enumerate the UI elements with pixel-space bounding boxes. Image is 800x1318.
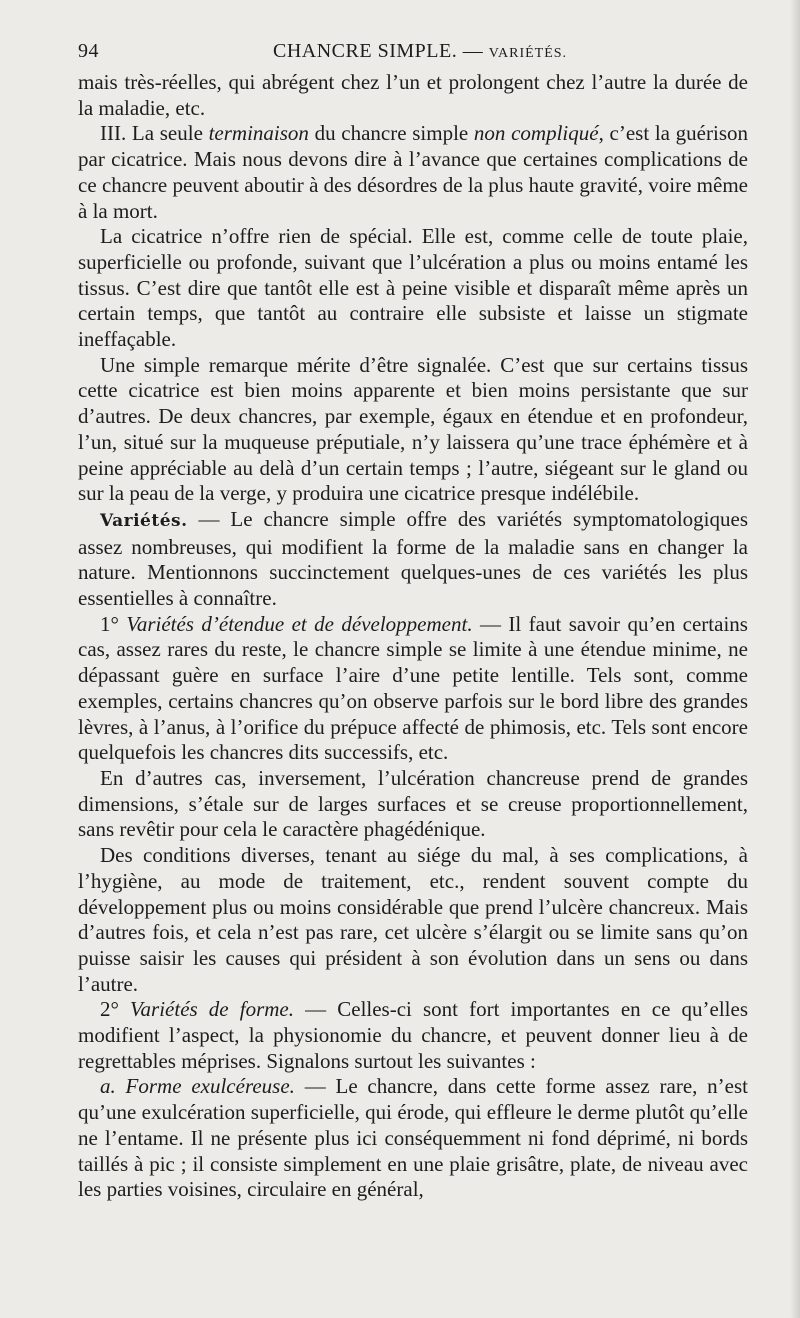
text-run: — Il faut savoir qu’en certains cas, assez rares du reste, le chancre simple se limite à une étendue minime, ne dépassant guère en surface l’aire d’une petite lentille. Tels sont, comme exemples, certains chancres qu’on observe parfois sur le bord libre des grandes lèvres, à l’anus, à l’orifice du prépuce affecté de phimosis, etc. Tels sont encore quelquefois les chancres dits successifs, etc. <box>78 611 748 765</box>
subsection-heading: Variétés de forme. <box>130 997 294 1022</box>
running-title <box>273 40 567 63</box>
item-number: 2° <box>100 997 131 1022</box>
paragraph-continuation: mais très-réelles, qui abrégent chez l’un et prolongent chez l’autre la durée de la maladie, etc. <box>78 70 748 120</box>
text-run: — Celles-ci sont fort importantes en ce qu’elles modifient l’aspect, la physionomie du chancre, et peuvent donner lieu à de regrettables méprises. Signalons surtout les suivantes : <box>78 997 748 1073</box>
paragraph-varietes <box>78 507 748 612</box>
paragraph-exulcereuse <box>78 1074 748 1203</box>
paragraph-cicatrice: La cicatrice n’offre rien de spécial. Elle est, comme celle de toute plaie, superficielle ou profonde, suivant que l’ulcération a plus ou moins entamé les tissus. C’est dire que tantôt elle est à peine visible et disparaît même après un certain temps, que tantôt au contraire elle subsiste et laisse un stigmate ineffaçable. <box>78 224 748 352</box>
paragraph-forme <box>78 997 748 1074</box>
running-header <box>78 40 748 68</box>
paragraph-remarque: Une simple remarque mérite d’être signalée. C’est que sur certains tissus cette cicatrice est bien moins apparente et bien moins persistante que sur d’autres. De deux chancres, par exemple, égaux en étendue et en profondeur, l’un, situé sur la muqueuse préputiale, n’y laissera qu’une trace éphémère et à peine appréciable au delà d’un certain temps ; l’autre, siégeant sur le gland ou sur la peau de la verge, y produira une cicatrice presque indélébile. <box>78 352 748 506</box>
italic-term: non compliqué <box>473 121 599 146</box>
body-text <box>78 70 748 1203</box>
text-run: — Le chancre, dans cette forme assez rare, n’est qu’une exulcération superficielle, qui érode, qui effleure le derme plutôt qu’elle ne l’entame. Il ne présente plus ici conséquemment ni fond déprimé, ni bords taillés à pic ; il consiste simplement en une plaie grisâtre, plate, de niveau avec les parties voisines, circulaire en général, <box>78 1074 748 1202</box>
text-run: du chancre simple <box>308 121 474 146</box>
text-run: — Le chancre simple offre des variétés symptomatologiques assez nombreuses, qui modifient la forme de la maladie sans en changer la nature. Mentionnons succinctement quelques-unes de ces variétés les plus essentielles à connaître. <box>78 506 748 611</box>
section-heading: Variétés. <box>100 510 188 531</box>
item-number: 1° <box>100 611 127 636</box>
text-run: , c’est la guérison par cicatrice. Mais nous devons dire à l’avance que certaines complications de ce chancre peuvent aboutir à des désordres de la plus haute gravité, voire même à la mort. <box>78 121 749 223</box>
paragraph-etendue <box>78 612 748 766</box>
italic-term: terminaison <box>208 121 309 146</box>
paragraph-inversement: En d’autres cas, inversement, l’ulcération chancreuse prend de grandes dimensions, s’étale sur de larges surfaces et se creuse proportionnellement, sans revêtir pour cela le caractère phagédénique. <box>78 765 748 842</box>
subsection-heading: Variétés d’étendue et de développement. <box>126 611 473 636</box>
paragraph-conditions: Des conditions diverses, tenant au siége du mal, à ses complications, à l’hygiène, au mode de traitement, etc., rendent souvent compte du développement plus ou moins considérable que prend l’ulcère chancreux. Mais d’autres fois, et cela n’est pas rare, cet ulcère s’élargit ou se limite sans qu’on puisse saisir les causes qui président à son évolution dans un sens ou dans l’autre. <box>78 843 748 996</box>
running-title-section: VARIÉTÉS. <box>488 46 568 61</box>
subsection-heading: a. Forme exulcéreuse. <box>100 1074 295 1099</box>
paragraph-termination <box>78 121 748 224</box>
running-title-main: CHANCRE SIMPLE. — <box>273 40 484 62</box>
page-edge-shadow <box>790 0 800 1318</box>
page-number: 94 <box>78 40 99 62</box>
text-run: III. La seule <box>100 121 209 146</box>
